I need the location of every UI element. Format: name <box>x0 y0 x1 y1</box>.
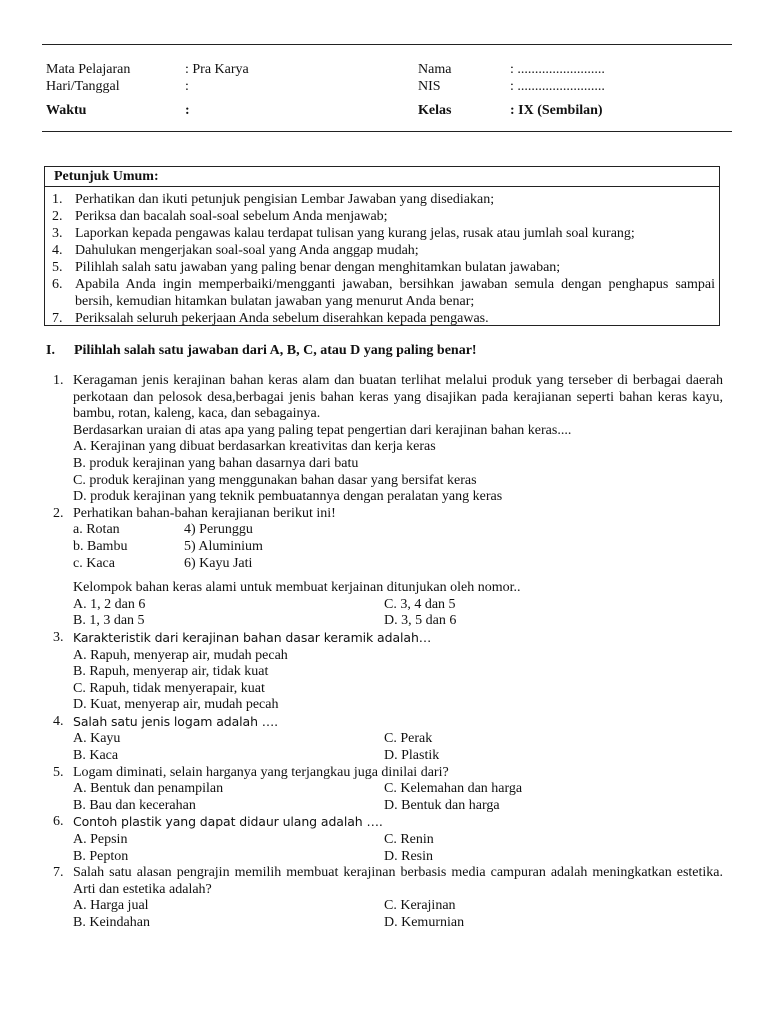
answer-option[interactable]: C. Renin <box>384 832 434 848</box>
instruction-number: 5. <box>52 260 63 275</box>
question-2 <box>53 506 723 523</box>
question-text: Logam diminati, selain harganya yang terjangkau juga dinilai dari? <box>73 764 449 780</box>
instruction-item <box>52 242 715 259</box>
answer-row <box>53 798 723 815</box>
instructions-list <box>45 187 719 327</box>
material-row <box>53 539 723 556</box>
section-number: I. <box>46 343 55 358</box>
answer-row <box>53 915 723 932</box>
answer-option[interactable]: A. Harga jual <box>73 898 149 914</box>
question-text: Perhatikan bahan-bahan kerajianan berikut ini! <box>73 505 336 521</box>
answer-option[interactable]: C. Perak <box>384 731 433 747</box>
answer-row <box>53 849 723 866</box>
question-number: 1. <box>53 373 64 388</box>
instruction-text: Apabila Anda ingin memperbaiki/mengganti jawaban, bersihkan jawaban semula dengan penghapus sampai bersih, kemudian hitamkan bulatan jawaban yang menurut Anda benar; <box>75 277 715 309</box>
question-list <box>53 373 723 932</box>
material-row <box>53 556 723 573</box>
instruction-text: Periksalah seluruh pekerjaan Anda sebelum diserahkan kepada pengawas. <box>75 311 489 326</box>
question-5 <box>53 765 723 782</box>
name-field[interactable]: : ......................... <box>510 62 605 77</box>
answer-option[interactable]: B. Kaca <box>73 748 119 764</box>
question-text: Salah satu alasan pengrajin memilih membuat kerajinan berbasis media campuran adalah meningkatkan estetika. Arti dan estetika adalah? <box>73 865 723 897</box>
answer-option[interactable]: C. Rapuh, tidak menyerapair, kuat <box>73 680 265 696</box>
spacer <box>53 572 723 580</box>
answer-option[interactable]: B. Rapuh, menyerap air, tidak kuat <box>73 664 269 680</box>
nis-field[interactable]: : ......................... <box>510 79 605 94</box>
class-label: Kelas <box>418 103 452 118</box>
top-rule <box>42 44 732 45</box>
instruction-item <box>52 276 715 310</box>
answer-row <box>53 832 723 849</box>
answer-option[interactable]: D. produk kerajinan yang teknik pembuatannya dengan peralatan yang keras <box>73 489 503 505</box>
instruction-number: 2. <box>52 209 63 224</box>
answer-option[interactable]: B. 1, 3 dan 5 <box>73 613 145 629</box>
question-number: 7. <box>53 865 64 881</box>
answer-option[interactable]: C. produk kerajinan yang menggunakan bahan dasar yang bersifat keras <box>73 472 477 488</box>
instruction-item <box>52 208 715 225</box>
question-text: Karakteristik dari kerajinan bahan dasar keramik adalah… <box>73 629 432 645</box>
header-row-time <box>46 103 736 120</box>
question-text: Salah satu jenis logam adalah …. <box>73 713 279 729</box>
question-4 <box>53 714 723 732</box>
answer-option[interactable]: D. Bentuk dan harga <box>384 797 500 813</box>
answer-option[interactable]: B. Keindahan <box>73 915 150 930</box>
answer-option[interactable]: A. Kayu <box>73 731 121 747</box>
date-value: : <box>185 79 189 94</box>
subject-label: Mata Pelajaran <box>46 62 131 77</box>
answer-option[interactable]: D. Resin <box>384 848 433 864</box>
question-7 <box>53 865 723 898</box>
instruction-text: Pilihlah salah satu jawaban yang paling benar dengan menghitamkan bulatan jawaban; <box>75 260 561 275</box>
question-number: 6. <box>53 814 64 830</box>
instructions-title: Petunjuk Umum: <box>45 167 719 187</box>
answer-option[interactable]: B. Pepton <box>73 848 129 864</box>
question-2-text-continued: Kelompok bahan keras alami untuk membuat kerjainan ditunjukan oleh nomor.. <box>73 580 521 596</box>
answer-row <box>53 781 723 798</box>
time-value: : <box>185 103 190 118</box>
answer-row <box>53 898 723 915</box>
answer-row <box>53 748 723 765</box>
answer-option[interactable]: A. 1, 2 dan 6 <box>73 596 146 612</box>
header-row-subject <box>46 62 736 79</box>
question-text: Contoh plastik yang dapat didaur ulang adalah …. <box>73 814 383 830</box>
question-number: 2. <box>53 505 64 521</box>
answer-option[interactable]: A. Bentuk dan penampilan <box>73 781 224 797</box>
material-left: c. Kaca <box>73 555 115 571</box>
answer-option[interactable]: C. Kerajinan <box>384 898 456 914</box>
name-label: Nama <box>418 62 452 77</box>
material-row <box>53 522 723 539</box>
answer-option[interactable]: A. Rapuh, menyerap air, mudah pecah <box>73 647 288 663</box>
question-number: 4. <box>53 713 64 729</box>
instruction-number: 4. <box>52 243 63 258</box>
date-label: Hari/Tanggal <box>46 79 120 94</box>
instruction-number: 7. <box>52 311 63 326</box>
answer-option[interactable]: A. Kerajinan yang dibuat berdasarkan kreativitas dan kerja keras <box>73 439 436 455</box>
material-right: 4) Perunggu <box>184 522 253 538</box>
instruction-item <box>52 259 715 276</box>
material-right: 5) Aluminium <box>184 538 263 554</box>
nis-label: NIS <box>418 79 441 94</box>
instruction-text: Periksa dan bacalah soal-soal sebelum Anda menjawab; <box>75 209 388 224</box>
instruction-number: 6. <box>52 277 63 292</box>
answer-row <box>53 597 723 614</box>
subject-value: : Pra Karya <box>185 62 249 77</box>
class-value: : IX (Sembilan) <box>510 103 603 118</box>
question-number: 3. <box>53 629 64 645</box>
section-title: Pilihlah salah satu jawaban dari A, B, C, atau D yang paling benar! <box>74 343 477 358</box>
instruction-item <box>52 310 715 327</box>
question-1 <box>53 373 723 423</box>
question-1-text-continued: Berdasarkan uraian di atas apa yang paling tepat pengertian dari kerajinan bahan keras.... <box>73 422 572 438</box>
instruction-number: 1. <box>52 192 63 207</box>
header-bottom-rule <box>42 131 732 132</box>
question-3 <box>53 630 723 648</box>
general-instructions-box <box>44 166 720 326</box>
answer-option[interactable]: B. produk kerajinan yang bahan dasarnya dari batu <box>73 455 359 471</box>
answer-option[interactable]: D. 3, 5 dan 6 <box>384 613 457 629</box>
material-left: a. Rotan <box>73 522 120 538</box>
answer-row <box>53 731 723 748</box>
header-row-date <box>46 79 736 96</box>
question-number: 5. <box>53 764 64 780</box>
instruction-item <box>52 225 715 242</box>
answer-option[interactable]: B. Bau dan kecerahan <box>73 797 196 813</box>
time-label: Waktu <box>46 103 87 118</box>
question-text: Keragaman jenis kerajinan bahan keras alam dan buatan terlihat melalui produk yang terseber di berbagai daerah perkotaan dan pelosok desa,berbagai jenis bahan keras yang disajikan pada kerajianan seperti bahan keras kayu, bambu, rotan, kaleng, kaca, dan sebagainya. <box>73 373 723 422</box>
answer-option[interactable]: D. Kemurnian <box>384 915 465 930</box>
instruction-number: 3. <box>52 226 63 241</box>
answer-option[interactable]: D. Kuat, menyerap air, mudah pecah <box>73 697 279 713</box>
instruction-text: Dahulukan mengerjakan soal-soal yang Anda anggap mudah; <box>75 243 419 258</box>
answer-option[interactable]: D. Plastik <box>384 748 440 764</box>
material-right: 6) Kayu Jati <box>184 555 253 571</box>
answer-option[interactable]: C. Kelemahan dan harga <box>384 781 523 797</box>
answer-option[interactable]: A. Pepsin <box>73 832 128 848</box>
instruction-text: Perhatikan dan ikuti petunjuk pengisian Lembar Jawaban yang disediakan; <box>75 192 495 207</box>
material-left: b. Bambu <box>73 538 128 554</box>
instruction-item <box>52 191 715 208</box>
question-6 <box>53 814 723 832</box>
answer-row <box>53 613 723 630</box>
answer-option[interactable]: C. 3, 4 dan 5 <box>384 596 456 612</box>
instruction-text: Laporkan kepada pengawas kalau terdapat tulisan yang kurang jelas, rusak atau jumlah soal kurang; <box>75 226 635 241</box>
